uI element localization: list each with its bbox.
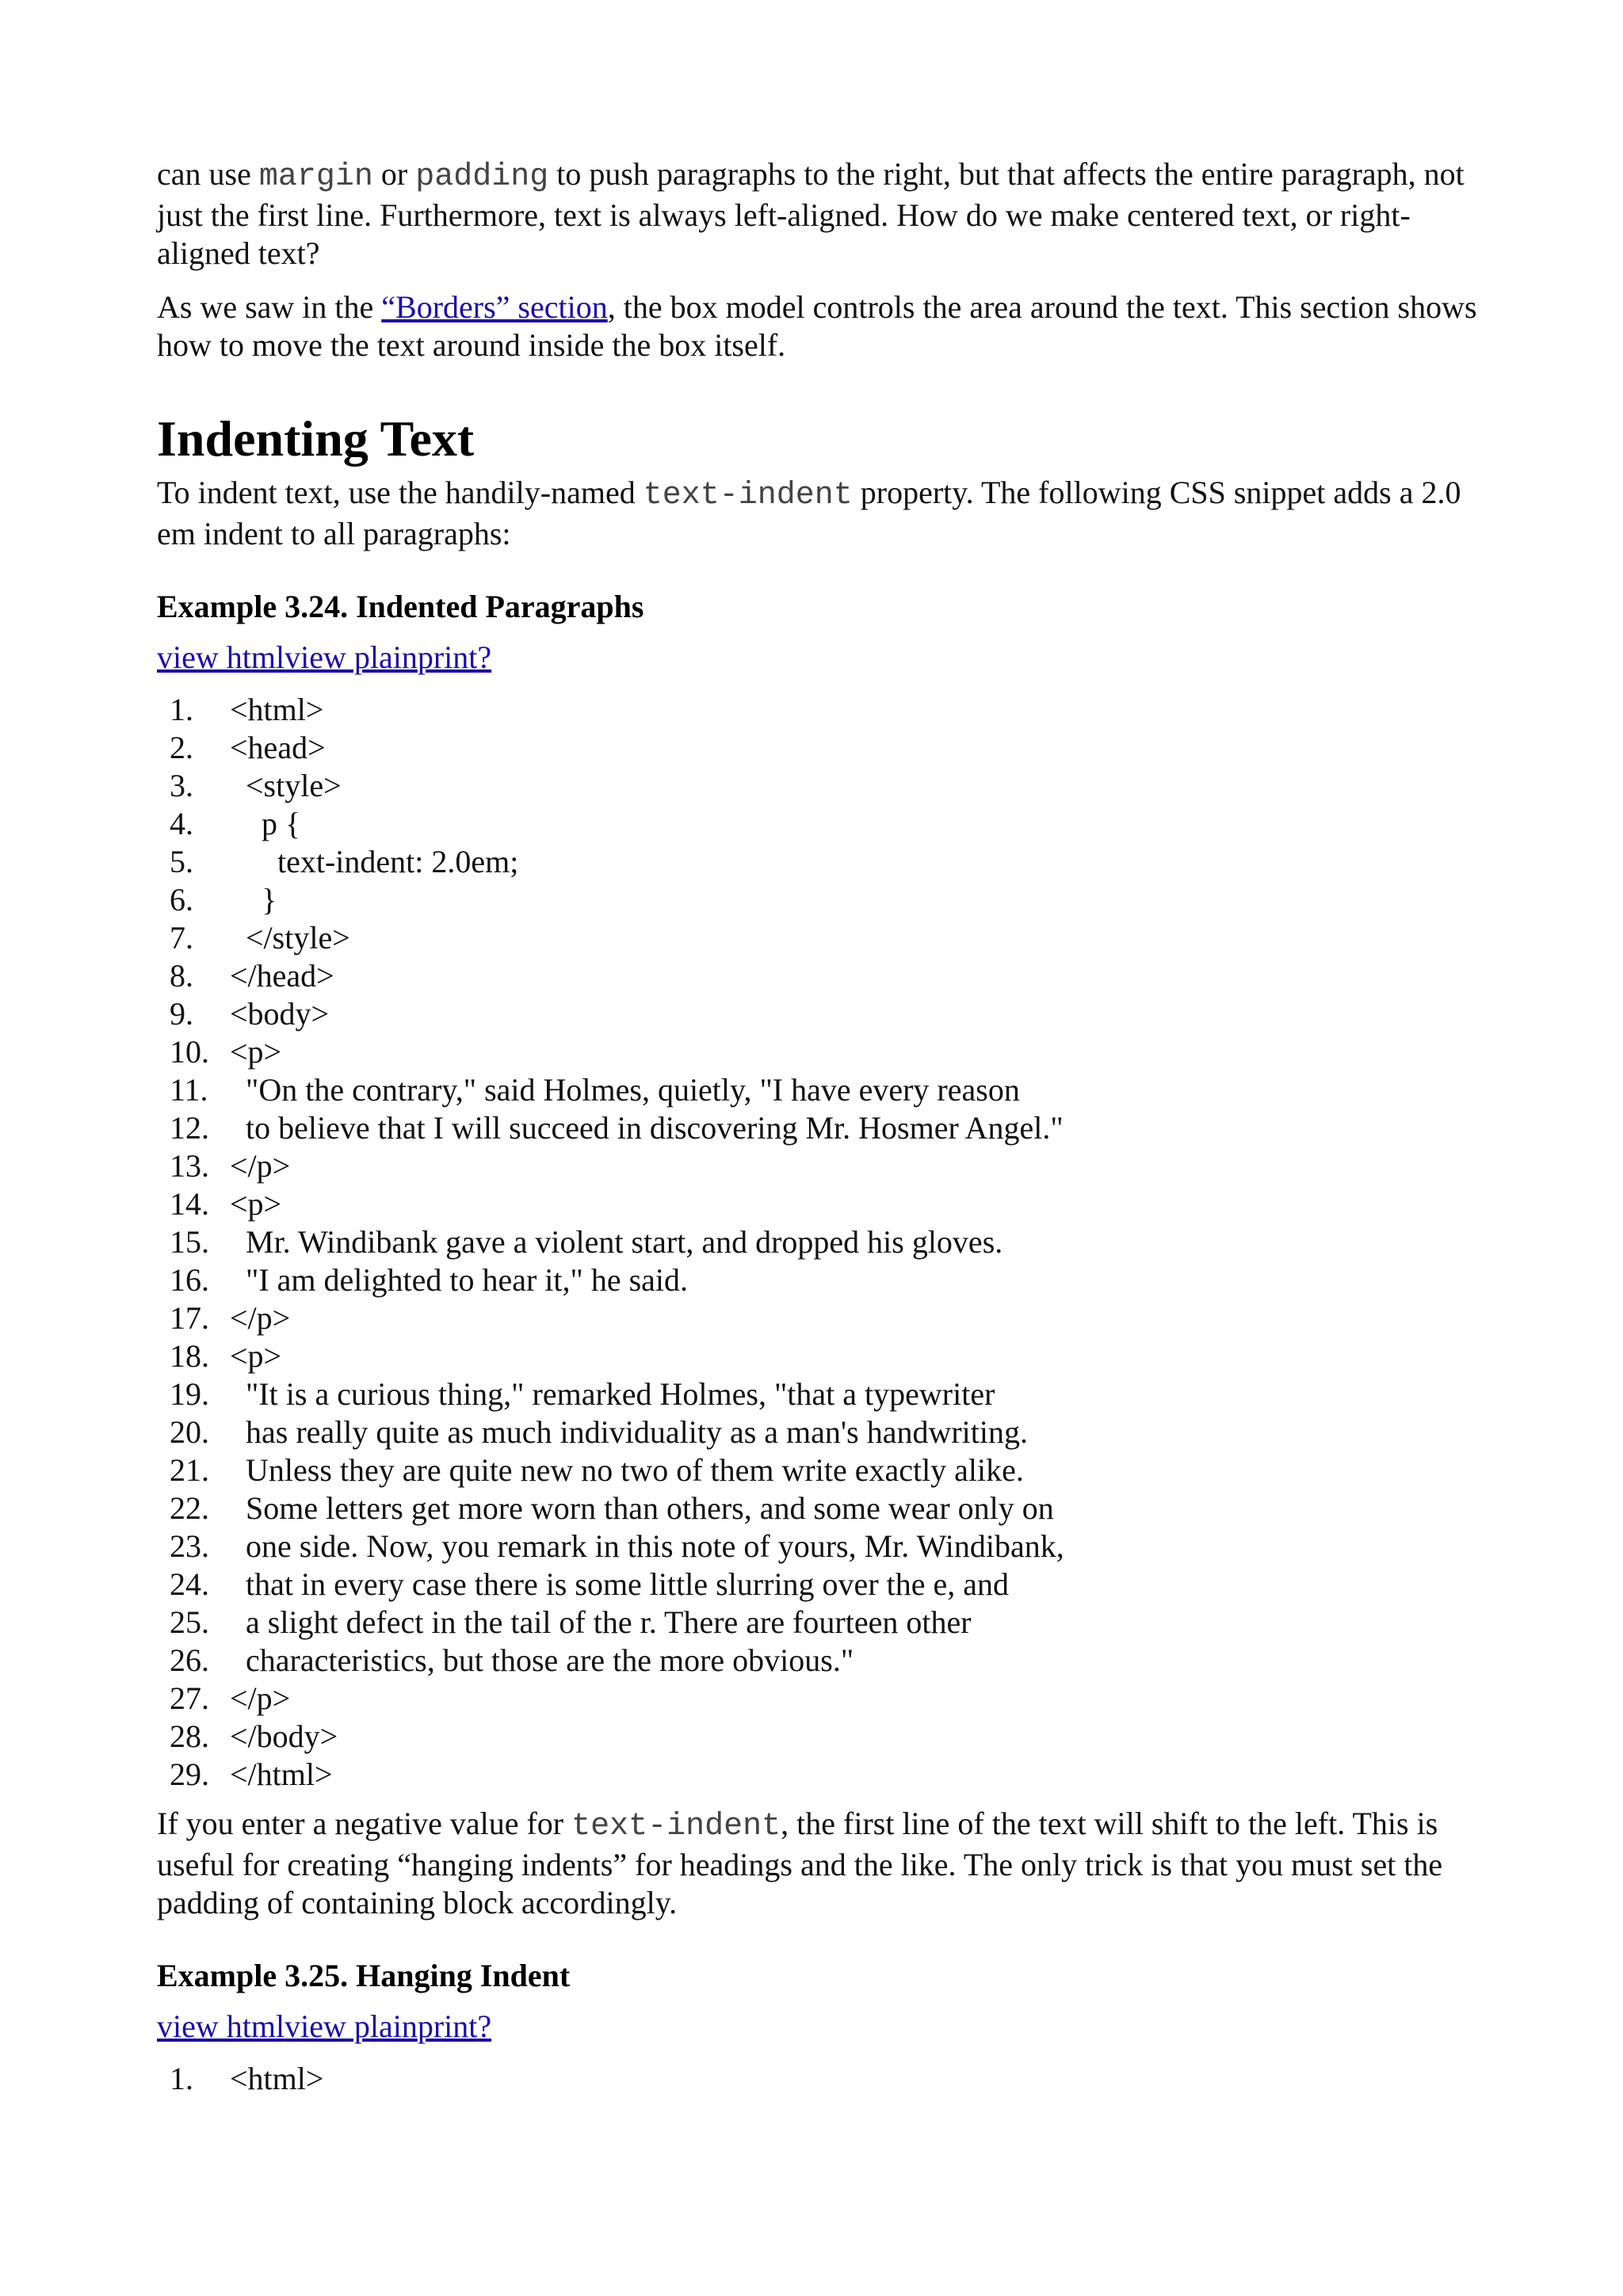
line-number: 20.: [170, 1414, 209, 1450]
line-text: <body>: [230, 996, 330, 1032]
line-number: 3.: [170, 768, 193, 803]
inline-code-text-indent: text-indent: [643, 478, 853, 513]
line-text: }: [230, 882, 277, 917]
line-number: 19.: [170, 1376, 209, 1412]
line-text: "It is a curious thing," remarked Holmes, "that a typewriter: [230, 1376, 995, 1412]
code-line: [170, 995, 1488, 1033]
line-number: 1.: [170, 692, 193, 727]
line-text: <html>: [230, 2061, 324, 2096]
line-text: that in every case there is some little slurring over the e, and: [230, 1566, 1010, 1602]
code-line: [170, 1261, 1488, 1299]
text-span: , the first line of the text will shift to the left. This is useful for creating “hanging indents” for headings and the like. The only trick is that you must set the padding of containing block accordingly.: [157, 1806, 1443, 1920]
line-text: </html>: [230, 1756, 333, 1792]
document-page: [157, 155, 1488, 2098]
inline-code-text-indent: text-indent: [571, 1809, 781, 1844]
line-text: a slight defect in the tail of the r. There are fourteen other: [230, 1604, 972, 1640]
view-html-link[interactable]: view html: [157, 639, 285, 675]
code-toolbar: [157, 2008, 1488, 2046]
print-link[interactable]: print: [417, 2008, 478, 2044]
code-line: [170, 1680, 1488, 1718]
inline-code-margin: margin: [258, 159, 373, 195]
line-text: "On the contrary," said Holmes, quietly, "I have every reason: [230, 1072, 1020, 1108]
line-number: 5.: [170, 844, 193, 879]
text-span: property. The following CSS snippet adds a 2.0 em indent to all paragraphs:: [157, 475, 1461, 551]
line-text: <style>: [230, 768, 342, 803]
line-text: <p>: [230, 1186, 282, 1222]
line-number: 21.: [170, 1452, 209, 1488]
line-text: <p>: [230, 1034, 282, 1070]
text-span: to push paragraphs to the right, but that affects the entire paragraph, not just the first line. Furthermore, text is always left-aligned. How do we make centered text, or right-aligned text?: [157, 156, 1465, 271]
line-number: 17.: [170, 1300, 209, 1336]
line-number: 16.: [170, 1262, 209, 1298]
line-number: 11.: [170, 1072, 208, 1108]
line-number: 1.: [170, 2061, 193, 2096]
text-span: , the box model controls the area around the text. This section shows how to move the text around inside the box itself.: [157, 289, 1477, 363]
line-text: </p>: [230, 1680, 291, 1716]
line-text: </p>: [230, 1300, 291, 1336]
code-line: [170, 1147, 1488, 1185]
line-text: <p>: [230, 1338, 282, 1374]
code-line: [170, 1033, 1488, 1071]
inline-code-padding: padding: [415, 159, 549, 195]
line-text: "I am delighted to hear it," he said.: [230, 1262, 689, 1298]
line-text: has really quite as much individuality as a man's handwriting.: [230, 1414, 1028, 1450]
section-heading: Indenting Text: [157, 410, 475, 467]
code-line: [170, 919, 1488, 957]
code-line: [170, 1566, 1488, 1604]
code-listing: [157, 2060, 1488, 2098]
text-span: can use: [157, 156, 259, 192]
line-text: Mr. Windibank gave a violent start, and dropped his gloves.: [230, 1224, 1003, 1260]
line-text: to believe that I will succeed in discovering Mr. Hosmer Angel.": [230, 1110, 1064, 1146]
help-link[interactable]: ?: [477, 639, 492, 675]
code-line: [170, 1337, 1488, 1375]
code-line: [170, 957, 1488, 995]
code-line: [170, 1223, 1488, 1261]
line-number: 13.: [170, 1148, 209, 1184]
line-text: Unless they are quite new no two of them write exactly alike.: [230, 1452, 1024, 1488]
line-text: Some letters get more worn than others, and some wear only on: [230, 1490, 1054, 1526]
example-title: Example 3.24. Indented Paragraphs: [157, 589, 644, 624]
line-text: </body>: [230, 1718, 338, 1754]
text-span: If you enter a negative value for: [157, 1806, 572, 1841]
line-number: 10.: [170, 1034, 209, 1070]
line-number: 14.: [170, 1186, 209, 1222]
code-line: [170, 1375, 1488, 1413]
line-text: </style>: [230, 920, 350, 955]
line-number: 29.: [170, 1756, 209, 1792]
code-line: [170, 767, 1488, 805]
line-number: 25.: [170, 1604, 209, 1640]
code-line: [170, 1451, 1488, 1489]
view-html-link[interactable]: view html: [157, 2008, 285, 2044]
line-text: </p>: [230, 1148, 291, 1184]
line-number: 23.: [170, 1528, 209, 1564]
line-text: characteristics, but those are the more obvious.": [230, 1642, 854, 1678]
code-line: [170, 843, 1488, 881]
line-number: 6.: [170, 882, 193, 917]
line-number: 15.: [170, 1224, 209, 1260]
code-listing: [157, 691, 1488, 1794]
line-number: 18.: [170, 1338, 209, 1374]
help-link[interactable]: ?: [477, 2008, 492, 2044]
text-span: To indent text, use the handily-named: [157, 475, 643, 510]
code-line: [170, 1642, 1488, 1680]
code-line: [170, 1109, 1488, 1147]
code-line: [170, 1299, 1488, 1337]
section-paragraph: [157, 474, 1488, 553]
line-text: one side. Now, you remark in this note of yours, Mr. Windibank,: [230, 1528, 1064, 1564]
line-number: 9.: [170, 996, 193, 1032]
line-number: 2.: [170, 730, 193, 765]
code-line: [170, 691, 1488, 729]
code-line: [170, 1527, 1488, 1566]
line-number: 7.: [170, 920, 193, 955]
line-number: 24.: [170, 1566, 209, 1602]
view-plain-link[interactable]: view plain: [285, 639, 418, 675]
borders-section-link[interactable]: “Borders” section: [381, 289, 608, 325]
code-line: [170, 1489, 1488, 1527]
code-line: [170, 1185, 1488, 1223]
text-span: or: [372, 156, 416, 192]
code-line: [170, 1413, 1488, 1451]
code-line: [170, 1718, 1488, 1756]
line-number: 8.: [170, 958, 193, 994]
line-text: p {: [230, 806, 301, 841]
line-text: </head>: [230, 958, 334, 994]
line-text: <head>: [230, 730, 326, 765]
hanging-indent-paragraph: [157, 1805, 1488, 1922]
code-toolbar: [157, 639, 1488, 677]
example-title: Example 3.25. Hanging Indent: [157, 1958, 571, 1993]
print-link[interactable]: print: [417, 639, 478, 675]
code-line: [170, 2060, 1488, 2098]
line-number: 4.: [170, 806, 193, 841]
code-line: [170, 729, 1488, 767]
intro-paragraph-1: [157, 155, 1488, 273]
code-line: [170, 1604, 1488, 1642]
code-line: [170, 805, 1488, 843]
line-number: 28.: [170, 1718, 209, 1754]
view-plain-link[interactable]: view plain: [285, 2008, 418, 2044]
code-line: [170, 1756, 1488, 1794]
code-line: [170, 1071, 1488, 1109]
line-number: 22.: [170, 1490, 209, 1526]
line-text: <html>: [230, 692, 324, 727]
line-number: 26.: [170, 1642, 209, 1678]
line-number: 12.: [170, 1110, 209, 1146]
line-number: 27.: [170, 1680, 209, 1716]
text-span: As we saw in the: [157, 289, 382, 325]
line-text: text-indent: 2.0em;: [230, 844, 519, 879]
intro-paragraph-2: [157, 288, 1488, 364]
code-line: [170, 881, 1488, 919]
